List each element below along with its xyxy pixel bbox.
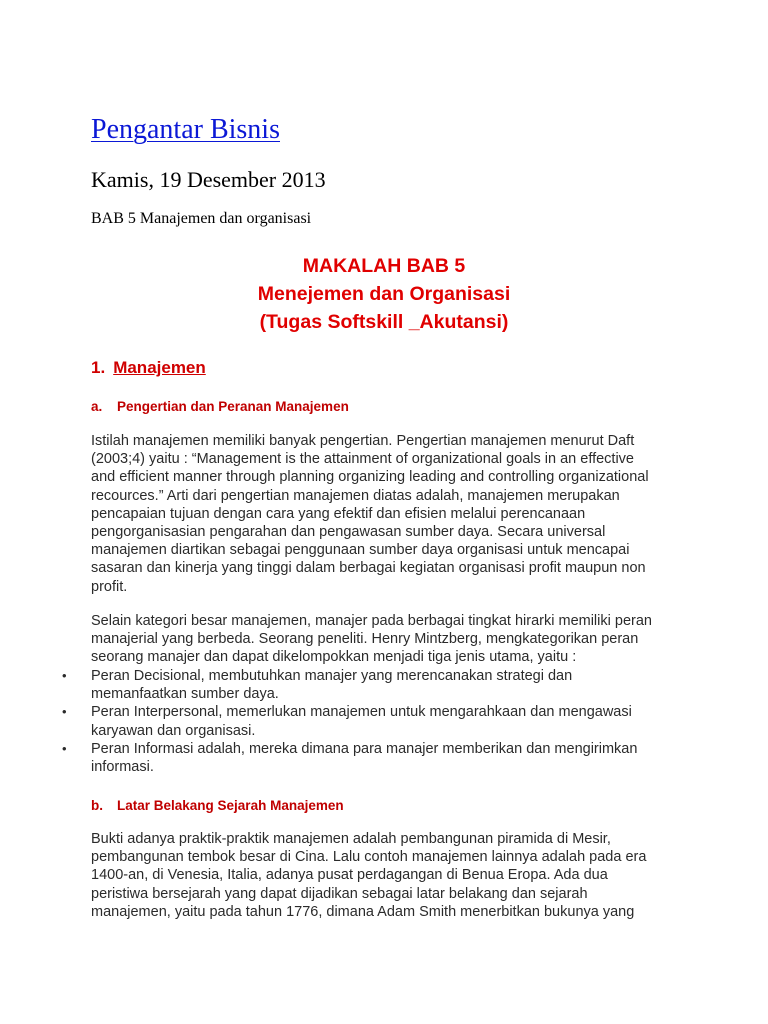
paragraph-line: pencapaian tujuan dengan cara yang efektif dan efisien melalui perencanaan — [91, 505, 586, 522]
paragraph-line: seorang manajer dan dapat dikelompokkan menjadi tiga jenis utama, yaitu : — [91, 649, 577, 666]
paragraph-line: peristiwa bersejarah yang dapat dijadikan sebagai latar belakang dan sejarah — [91, 885, 588, 902]
subheading-b — [91, 796, 344, 816]
section-title: Manajemen — [113, 358, 206, 377]
paragraph-line: manajerial yang berbeda. Seorang peneliti. Henry Mintzberg, mengkategorikan peran — [91, 631, 639, 648]
list-item — [60, 667, 700, 703]
section-number: 1. — [91, 358, 106, 377]
document-header — [0, 252, 768, 336]
paragraph-line: Bukti adanya praktik-praktik manajemen adalah pembangunan piramida di Mesir, — [91, 831, 611, 847]
paragraph-line: profit. — [91, 578, 128, 595]
subheading-title: Latar Belakang Sejarah Manajemen — [117, 798, 344, 813]
bullet-dot-icon: • — [62, 704, 67, 720]
paragraph-line: pembangunan tembok besar di Cina. Lalu contoh manajemen lainnya adalah pada era — [91, 849, 647, 866]
paragraph-line: manajemen, yaitu pada tahun 1776, dimana Adam Smith menerbitkan bukunya yang — [91, 903, 635, 920]
subheading-a — [91, 397, 349, 417]
subheading-letter: b. — [91, 798, 103, 813]
subheading-title: Pengertian dan Peranan Manajemen — [117, 399, 349, 414]
subheading-letter: a. — [91, 399, 103, 414]
bullet-dot-icon: • — [62, 668, 67, 683]
paragraph-line: Selain kategori besar manajemen, manajer pada berbagai tingkat hirarki memiliki peran — [91, 613, 652, 629]
paragraph-line: (2003;4) yaitu : “Management is the attainment of organizational goals in an effective — [91, 451, 634, 468]
list-item-line: informasi. — [91, 759, 154, 776]
paragraph-line: recources.” Arti dari pengertian manajemen diatas adalah, manajemen merupakan — [91, 487, 620, 504]
paragraph-line: Istilah manajemen memiliki banyak pengertian. Pengertian manajemen menurut Daft — [91, 433, 635, 449]
list-item-line: memanfaatkan sumber daya. — [91, 686, 279, 703]
paragraph-line: sasaran dan kinerja yang tinggi dalam berbagai kegiatan organisasi profit maupun non — [91, 560, 646, 577]
section-heading-manajemen — [91, 356, 206, 380]
list-item-line: karyawan dan organisasi. — [91, 722, 256, 739]
paragraph-line: 1400-an, di Venesia, Italia, adanya pusat perdagangan di Benua Eropa. Ada dua — [91, 867, 608, 884]
list-item — [60, 740, 700, 776]
paragraph-definition — [91, 432, 691, 596]
list-item-line: Peran Interpersonal, memerlukan manajemen untuk mengarahkaan dan mengawasi — [91, 704, 632, 721]
list-item-line: Peran Decisional, membutuhkan manajer yang merencanakan strategi dan — [91, 668, 573, 684]
paragraph-history — [91, 830, 691, 921]
paragraph-line: manajemen diartikan sebagai penggunaan sumber daya organisasi untuk mencapai — [91, 542, 630, 559]
post-date: Kamis, 19 Desember 2013 — [91, 167, 326, 192]
list-item — [60, 703, 700, 739]
paragraph-roles — [91, 612, 691, 667]
roles-bullet-list — [60, 667, 700, 776]
paragraph-line: pengorganisasian pengarahan dan pengawasan sumber daya. Secara universal — [91, 524, 606, 541]
blog-title-link[interactable]: Pengantar Bisnis — [91, 114, 280, 145]
header-line-3: (Tugas Softskill _Akutansi) — [259, 311, 509, 333]
bullet-dot-icon: • — [62, 740, 67, 756]
header-line-2: Menejemen dan Organisasi — [257, 283, 511, 305]
post-title: BAB 5 Manajemen dan organisasi — [91, 210, 312, 227]
list-item-line: Peran Informasi adalah, mereka dimana para manajer memberikan dan mengirimkan — [91, 740, 638, 757]
paragraph-line: and efficient manner through planning organizing leading and controlling organizational — [91, 469, 649, 486]
header-line-1: MAKALAH BAB 5 — [302, 255, 466, 277]
